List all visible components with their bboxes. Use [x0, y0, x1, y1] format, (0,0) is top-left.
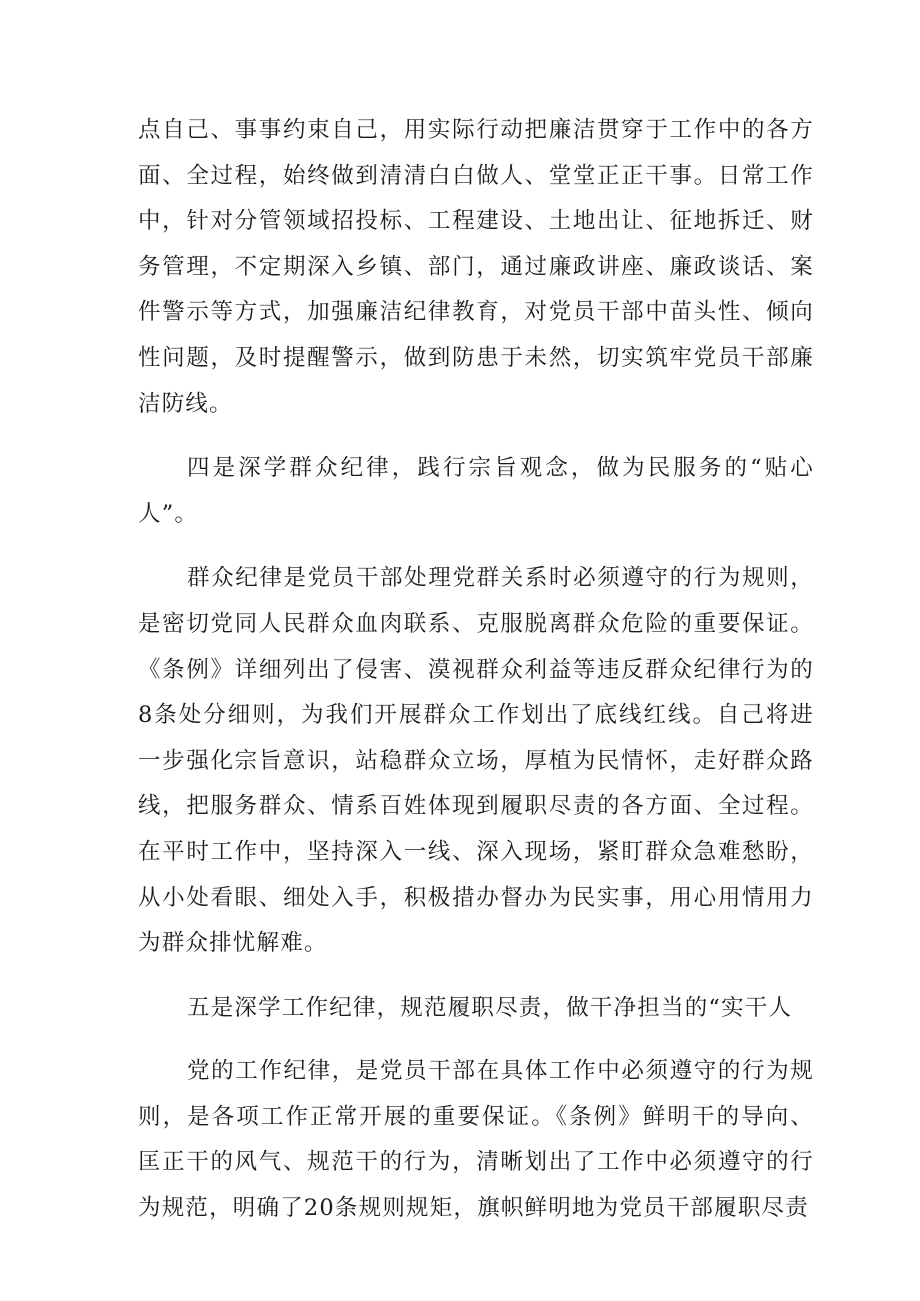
paragraph-integrity-continued: 点自己、事事约束自己，用实际行动把廉洁贯穿于工作中的各方面、全过程，始终做到清清白白做人、堂堂正正干事。日常工作中，针对分管领域招投标、工程建设、土地出让、征地拆迁、财务管理，不定期深入乡镇、部门，通过廉政讲座、廉政谈话、案件警示等方式，加强廉洁纪律教育，对党员干部中苗头性、倾向性问题，及时提醒警示，做到防患于未然，切实筑牢党员干部廉洁防线。 [138, 117, 814, 417]
paragraph-mass-discipline: 群众纪律是党员干部处理党群关系时必须遵守的行为规则，是密切党同人民群众血肉联系、克服脱离群众危险的重要保证。《条例》详细列出了侵害、漠视群众利益等违反群众纪律行为的8条处分细则，为我们开展群众工作划出了底线红线。自己将进一步强化宗旨意识，站稳群众立场，厚植为民情怀，走好群众路线，把服务群众、情系百姓体现到履职尽责的各方面、全过程。在平时工作中，坚持深入一线、深入现场，紧盯群众急难愁盼，从小处看眼、细处入手，积极措办督办为民实事，用心用情用力为群众排忧解难。 [138, 565, 814, 957]
paragraph-work-discipline: 党的工作纪律，是党员干部在具体工作中必须遵守的行为规则，是各项工作正常开展的重要保证。《条例》鲜明干的导向、匡正干的风气、规范干的行为，清晰划出了工作中必须遵守的行为规范，明确了20条规则规矩，旗帜鲜明地为党员干部履职尽责 [138, 1058, 814, 1222]
heading-mass-discipline: 四是深学群众纪律，践行宗旨观念，做为民服务的“贴心人”。 [138, 455, 814, 527]
heading-work-discipline: 五是深学工作纪律，规范履职尽责，做干净担当的“实干人 [187, 994, 793, 1021]
document-body [138, 108, 814, 1232]
